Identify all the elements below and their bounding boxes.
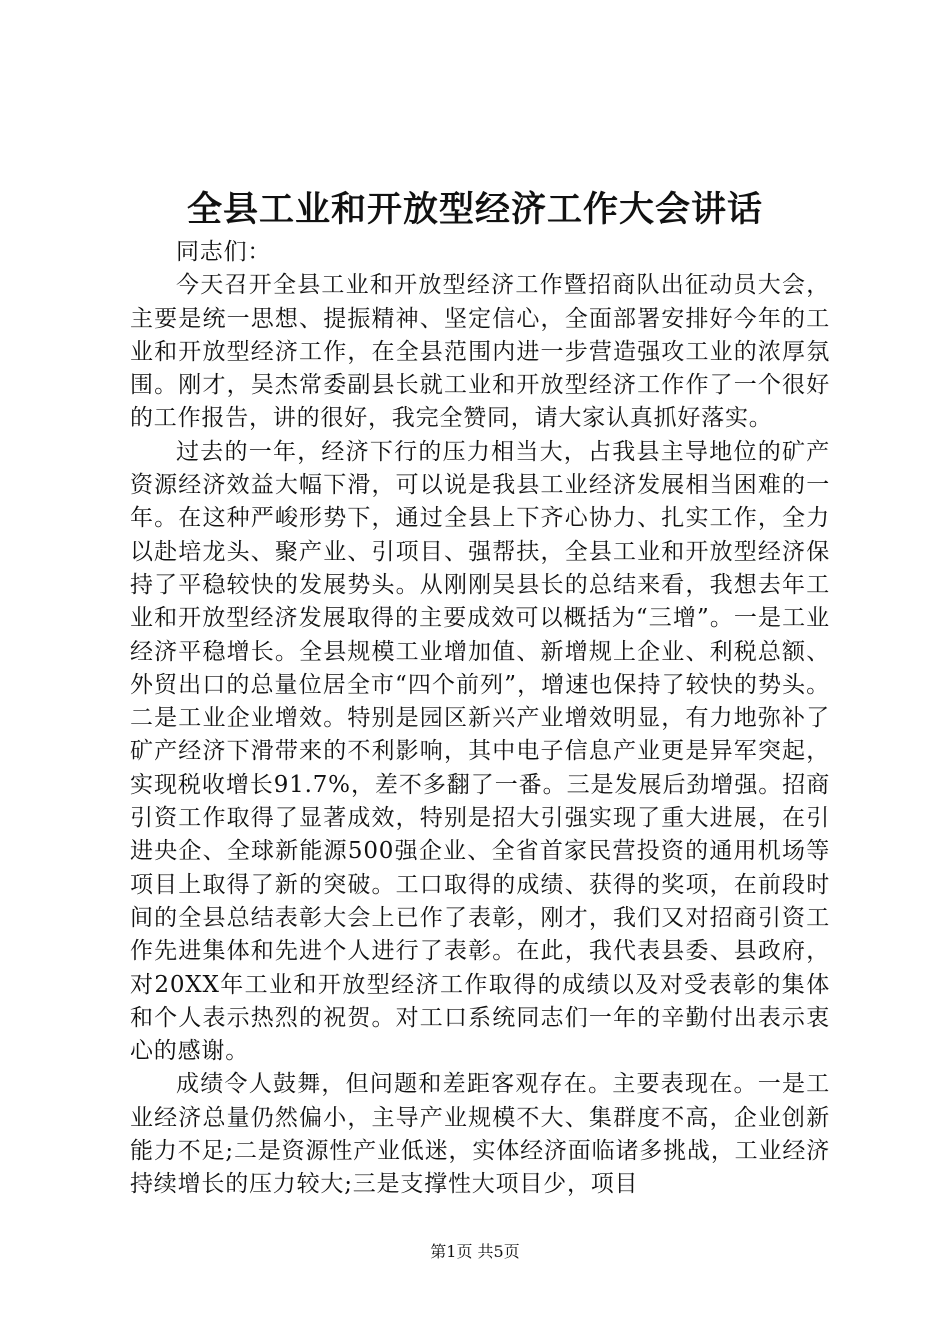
page-number-footer: 第1页 共5页 [430,1242,520,1261]
document-title: 全县工业和开放型经济工作大会讲话 [186,189,763,230]
body-paragraph-2: 过去的一年，经济下行的压力相当大，占我县主导地位的矿产资源经济效益大幅下滑，可以说是我县工业经济发展相当困难的一年。在这种严峻形势下，通过全县上下齐心协力、扎实工作，全力以赴培龙头、聚产业、引项目、强帮扶，全县工业和开放型经济保持了平稳较快的发展势头。从刚刚吴县长的总结来看，我想去年工业和开放型经济发展取得的主要成效可以概括为“三增”。一是工业经济平稳增长。全县规模工业增加值、新增规上企业、利税总额、外贸出口的总量位居全市“四个前列”，增速也保持了较快的势头。二是工业企业增效。特别是园区新兴产业增效明显，有力地弥补了矿产经济下滑带来的不利影响，其中电子信息产业更是异军突起，实现税收增长91.7%，差不多翻了一番。三是发展后劲增强。招商引资工作取得了显著成效，特别是招大引强实现了重大进展，在引进央企、全球新能源500强企业、全省首家民营投资的通用机场等项目上取得了新的突破。工口取得的成绩、获得的奖项，在前段时间的全县总结表彰大会上已作了表彰，刚才，我们又对招商引资工作先进集体和先进个人进行了表彰。在此，我代表县委、县政府，对20XX年工业和开放型经济工作取得的成绩以及对受表彰的集体和个人表示热烈的祝贺。对工口系统同志们一年的辛勤付出表示衷心的感谢。 [130,438,830,1065]
salutation-paragraph: 同志们： [176,239,272,265]
body-paragraph-1: 今天召开全县工业和开放型经济工作暨招商队出征动员大会，主要是统一思想、提振精神、坚定信心，全面部署安排好今年的工业和开放型经济工作，在全县范围内进一步营造强攻工业的浓厚氛围。刚才，吴杰常委副县长就工业和开放型经济工作作了一个很好的工作报告，讲的很好，我完全赞同，请大家认真抓好落实。 [130,272,830,432]
body-paragraph-3: 成绩令人鼓舞，但问题和差距客观存在。主要表现在。一是工业经济总量仍然偏小，主导产业规模不大、集群度不高，企业创新能力不足;二是资源性产业低迷，实体经济面临诸多挑战，工业经济持续增长的压力较大;三是支撑性大项目少，项目 [130,1071,830,1198]
document-body [130,236,830,1202]
